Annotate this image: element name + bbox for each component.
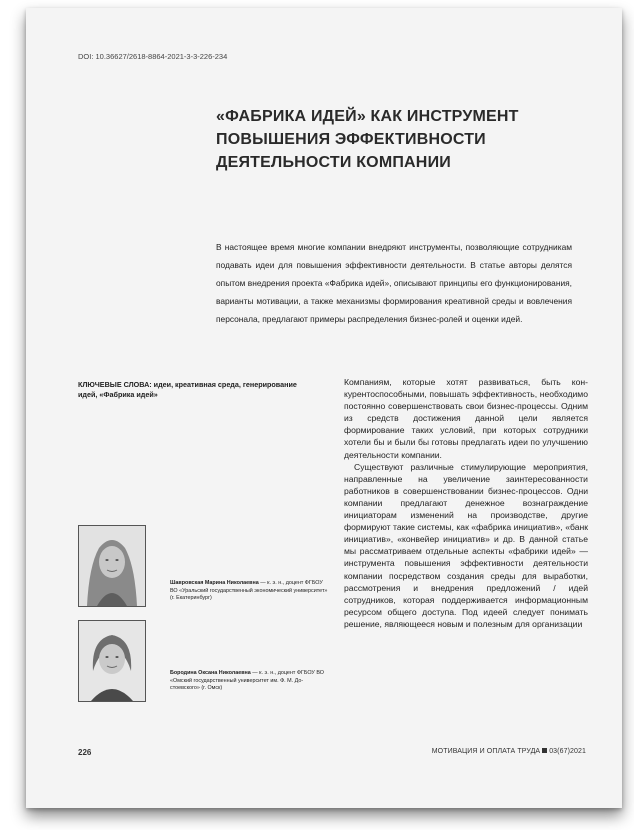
abstract: В настоящее время многие компании внедряют инструменты, позволяющие сотрудникам подавать идеи для повышения эффективности деятельности. В статье авторы делятся опытом внедрения проекта «Фабрика идей», описывают принципы его функционирования, варианты мотивации, а также механизмы формирования креативной среды и вовлечения персонала, предлагают примеры распределения бизнес-ролей и оценки идей. <box>216 242 572 324</box>
author-block <box>78 620 328 702</box>
author-block <box>78 525 328 607</box>
journal-issue: 03(67)2021 <box>549 748 586 755</box>
author-info <box>170 580 330 603</box>
journal-name: МОТИВАЦИЯ И ОПЛАТА ТРУДА <box>431 748 541 755</box>
author-details: — к. э. н., доцент ФГБОУ ВО «Уральский государственный экономический университет» (г. Екатеринбург) <box>170 580 328 602</box>
doi-line: DOI: 10.36627/2618-8864-2021-3-3-226-234 <box>78 52 228 61</box>
author-name: Шавровская Марина Николаевна <box>170 580 259 586</box>
page-number: 226 <box>78 748 92 757</box>
journal-footer <box>432 748 586 755</box>
author-photo <box>78 525 146 607</box>
journal-page <box>26 8 622 808</box>
body-text-column <box>344 376 588 630</box>
article-title <box>216 105 556 174</box>
body-paragraph: Существуют различные стимулирующие мероприятия, направленные на увеличение заинтересованности работников в совершенствовании бизнес-процессов. Одни компании предлагают денежное вознаграждение инициаторам изменений на производстве, другие формируют такие системы, как «фабрика инициатив», «банк инициатив», «конвейер инициатив» и др. В данной статье мы рассматриваем отдельные аспекты «фабрики идей» — инструмента повышения эффективности деятельности компании посредством создания среды для выработки, рассмотрения и внедрения предложений / идей сотрудников, которая поддерживается информационным ресурсом общего доступа. Под идеей следует понимать решение, являющееся новым и полезным для организации <box>344 461 588 629</box>
title-line: «ФАБРИКА ИДЕЙ» КАК ИНСТРУМЕНТ <box>216 108 519 125</box>
title-line: ПОВЫШЕНИЯ ЭФФЕКТИВНОСТИ <box>216 131 486 148</box>
author-info <box>170 670 330 693</box>
author-photo <box>78 620 146 702</box>
body-paragraph: Компаниям, которые хотят развиваться, быть конкурентоспособными, повышать эффективность, необходимо постоянно совершенствовать свои бизнес-процессы. Одним из средств достижения данной цели является формирование таких условий, при которых сотрудники хотели бы и были бы готовы предлагать идеи по улучшению деятельности компании. <box>344 377 588 460</box>
title-line: ДЕЯТЕЛЬНОСТИ КОМПАНИИ <box>216 154 451 171</box>
keywords: КЛЮЧЕВЫЕ СЛОВА: идеи, креативная среда, генерирование идей, «Фабрика идей» <box>78 380 297 399</box>
square-separator-icon <box>542 748 547 753</box>
author-name: Бородина Оксана Николаевна <box>170 670 251 676</box>
author-details: — к. э. н., доцент ФГБОУ ВО «Омский государственный университет им. Ф. М. Достоевского» (г. Омск) <box>170 670 324 692</box>
